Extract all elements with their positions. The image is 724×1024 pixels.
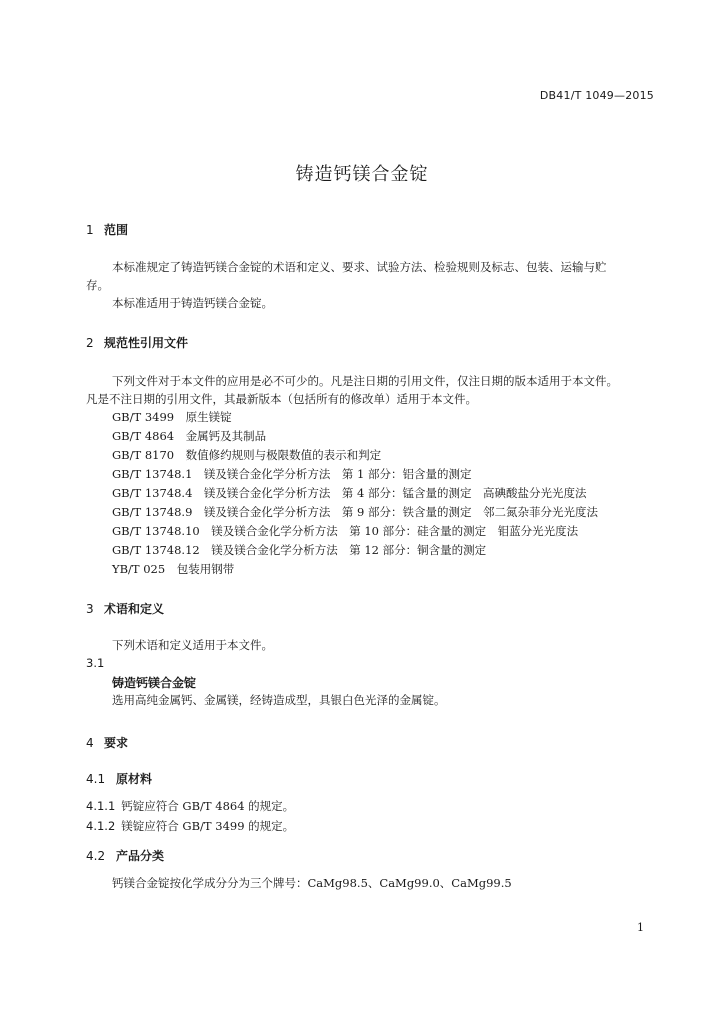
scope-paragraph-line-2: 存。	[86, 278, 109, 292]
subsection-number: 4.1	[86, 772, 106, 786]
term-title: 铸造钙镁合金锭	[112, 676, 197, 690]
section-number: 3	[86, 602, 94, 616]
section-1-heading	[86, 221, 128, 238]
section-number: 4	[86, 736, 94, 750]
standard-code: DB41/T 1049—2015	[539, 89, 654, 102]
reference-item: GB/T 13748.10 镁及镁合金化学分析方法 第 10 部分：硅含量的测定 钼蓝分光光度法	[112, 524, 579, 538]
reference-item: GB/T 13748.1 镁及镁合金化学分析方法 第 1 部分：铝含量的测定	[112, 467, 472, 481]
section-title: 术语和定义	[104, 602, 165, 616]
reference-item: GB/T 13748.9 镁及镁合金化学分析方法 第 9 部分：铁含量的测定 邻二氮杂菲分光光度法	[112, 505, 599, 519]
reference-item: GB/T 13748.12 镁及镁合金化学分析方法 第 12 部分：铜含量的测定	[112, 543, 487, 557]
reference-item: GB/T 8170 数值修约规则与极限数值的表示和判定	[112, 448, 382, 462]
section-4-heading	[86, 734, 128, 751]
reference-item: GB/T 4864 金属钙及其制品	[112, 429, 267, 443]
section-2-heading	[86, 334, 188, 351]
subsection-number: 4.2	[86, 849, 106, 863]
item-number: 4.1.1	[86, 799, 116, 813]
item-number: 4.1.2	[86, 819, 116, 833]
section-number: 1	[86, 223, 94, 237]
references-intro-line-1: 下列文件对于本文件的应用是必不可少的。凡是注日期的引用文件，仅注日期的版本适用于本文件。	[112, 374, 618, 388]
requirement-item	[86, 818, 294, 834]
subsection-title: 原材料	[116, 772, 153, 786]
classification-text: 钙镁合金锭按化学成分分为三个牌号：CaMg98.5、CaMg99.0、CaMg99.5	[112, 876, 512, 890]
section-number: 2	[86, 336, 94, 350]
item-text: 镁锭应符合 GB/T 3499 的规定。	[121, 819, 295, 833]
page-number: 1	[637, 921, 644, 934]
term-number: 3.1	[86, 656, 105, 670]
document-title: 铸造钙镁合金锭	[295, 164, 429, 185]
subsection-title: 产品分类	[116, 849, 165, 863]
requirement-item	[86, 798, 294, 814]
scope-applicability: 本标准适用于铸造钙镁合金锭。	[112, 296, 273, 310]
subsection-4-1-heading	[86, 770, 152, 787]
reference-item: YB/T 025 包装用钢带	[112, 562, 235, 576]
references-intro-line-2: 凡是不注日期的引用文件，其最新版本（包括所有的修改单）适用于本文件。	[86, 392, 477, 406]
section-title: 要求	[104, 736, 129, 750]
subsection-4-2-heading	[86, 847, 164, 864]
reference-item: GB/T 3499 原生镁锭	[112, 410, 232, 424]
reference-item: GB/T 13748.4 镁及镁合金化学分析方法 第 4 部分：锰含量的测定 高碘酸盐分光光度法	[112, 486, 587, 500]
section-title: 规范性引用文件	[104, 336, 189, 350]
item-text: 钙锭应符合 GB/T 4864 的规定。	[121, 799, 295, 813]
section-title: 范围	[104, 223, 129, 237]
section-3-heading	[86, 600, 164, 617]
term-definition: 选用高纯金属钙、金属镁，经铸造成型，具银白色光泽的金属锭。	[112, 693, 446, 707]
terms-intro: 下列术语和定义适用于本文件。	[112, 638, 273, 652]
scope-paragraph-line-1: 本标准规定了铸造钙镁合金锭的术语和定义、要求、试验方法、检验规则及标志、包装、运输与贮	[112, 260, 607, 274]
